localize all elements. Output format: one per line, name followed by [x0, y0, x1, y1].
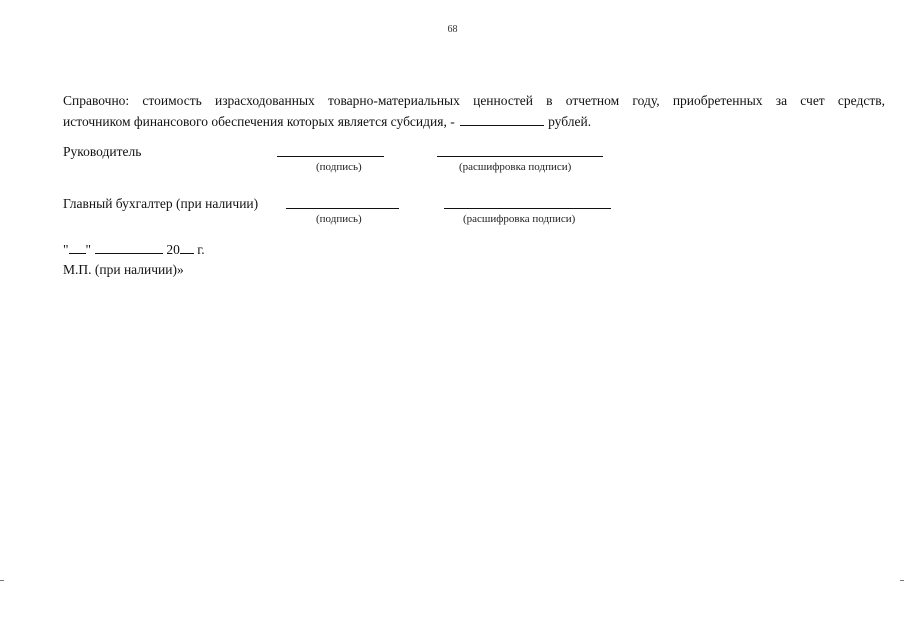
year-blank: [180, 242, 194, 254]
head-signature-line: [277, 156, 384, 157]
date-open-quote: ": [63, 242, 69, 257]
year-prefix: 20: [166, 242, 180, 257]
chief-accountant-decryption-caption: (расшифровка подписи): [463, 213, 576, 225]
chief-accountant-decryption-line: [444, 208, 611, 209]
day-blank: [69, 242, 86, 254]
chief-accountant-signature-caption: (подпись): [316, 213, 362, 225]
month-blank: [95, 242, 163, 254]
head-decryption-caption: (расшифровка подписи): [459, 161, 572, 173]
reference-line-1: Справочно: стоимость израсходованных товарно-материальных ценностей в отчетном году, приобретенных за счет средств,: [63, 93, 885, 108]
stamp-note: М.П. (при наличии)»: [63, 262, 184, 277]
head-label: Руководитель: [63, 144, 142, 159]
reference-line-2: [63, 111, 885, 132]
page-number: 68: [447, 24, 458, 35]
chief-accountant-label: Главный бухгалтер (при наличии): [63, 196, 259, 211]
head-signature-caption: (подпись): [316, 161, 362, 173]
right-edge-mark: [900, 580, 904, 581]
reference-line-2-text: источником финансового обеспечения которых является субсидия, -: [63, 114, 455, 129]
date-line: [63, 242, 205, 258]
chief-accountant-signature-line: [286, 208, 399, 209]
date-close-quote: ": [85, 242, 92, 257]
year-suffix: г.: [197, 242, 205, 257]
left-edge-mark: [0, 580, 4, 581]
reference-paragraph: [63, 90, 885, 132]
amount-blank: [460, 113, 544, 126]
currency-unit: рублей.: [548, 114, 592, 129]
head-decryption-line: [437, 156, 603, 157]
